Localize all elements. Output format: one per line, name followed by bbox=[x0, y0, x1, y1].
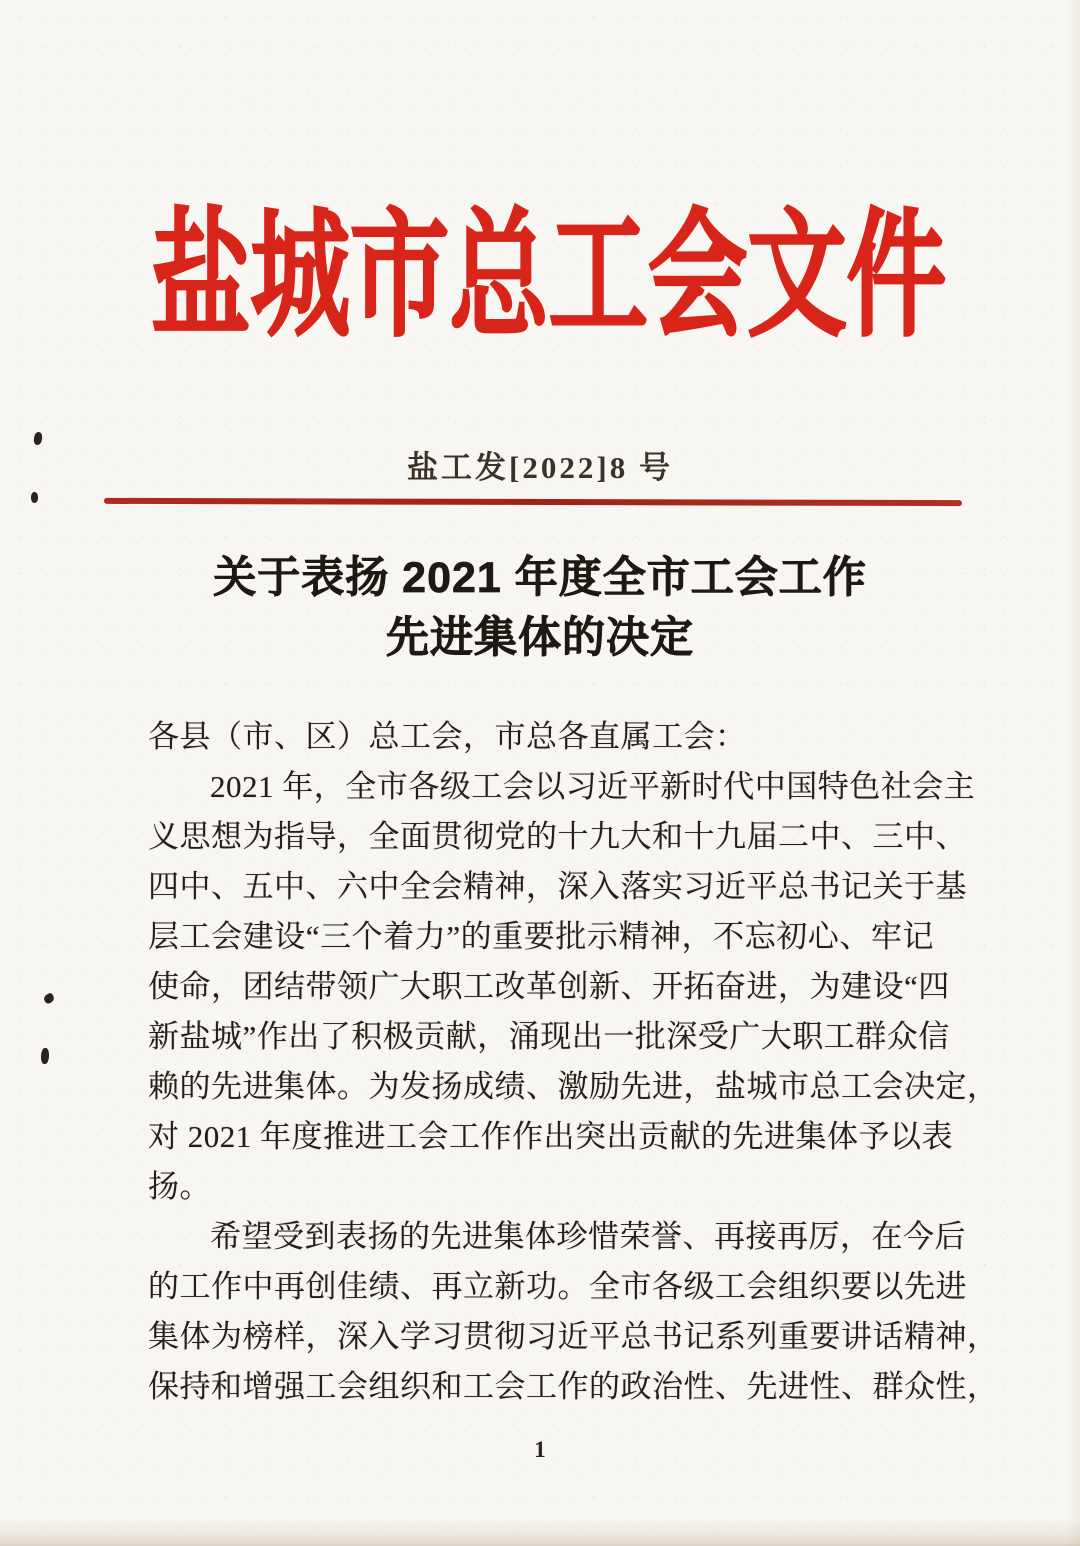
document-number: 盐工发[2022]8 号 bbox=[407, 450, 673, 485]
body-text-line: 2021 年，全市各级工会以习近平新时代中国特色社会主 bbox=[210, 769, 976, 804]
body-text-line: 集体为榜样，深入学习贯彻习近平总书记系列重要讲话精神， bbox=[148, 1319, 999, 1354]
red-divider-line bbox=[104, 498, 962, 506]
body-text-line: 新盐城”作出了积极贡献，涌现出一批深受广大职工群众信 bbox=[148, 1019, 950, 1054]
document-title-line1: 关于表扬 2021 年度全市工会工作 bbox=[213, 554, 867, 602]
body-text-line: 义思想为指导，全面贯彻党的十九大和十九届二中、三中、 bbox=[148, 819, 967, 854]
body-text-line: 四中、五中、六中全会精神，深入落实习近平总书记关于基 bbox=[148, 869, 967, 904]
body-text-line: 保持和增强工会组织和工会工作的政治性、先进性、群众性， bbox=[148, 1369, 999, 1404]
body-text-line: 对 2021 年度推进工会工作作出突出贡献的先进集体予以表 bbox=[148, 1119, 953, 1154]
staple-mark bbox=[41, 1048, 50, 1064]
body-text-line: 赖的先进集体。为发扬成绩、激励先进，盐城市总工会决定， bbox=[148, 1069, 999, 1104]
body-text-line: 的工作中再创佳绩、再立新功。全市各级工会组织要以先进 bbox=[148, 1269, 967, 1304]
document-title-line2: 先进集体的决定 bbox=[386, 614, 694, 662]
body-text-line: 扬。 bbox=[148, 1169, 211, 1204]
body-text-line: 使命，团结带领广大职工改革创新、开拓奋进，为建设“四 bbox=[148, 969, 950, 1004]
body-text-line: 希望受到表扬的先进集体珍惜荣誉、再接再厉，在今后 bbox=[210, 1219, 966, 1254]
staple-mark bbox=[31, 492, 38, 503]
document-header-org-title: 盐城市总工会文件 bbox=[151, 200, 947, 353]
document-body bbox=[148, 712, 999, 1412]
body-text-line: 层工会建设“三个着力”的重要批示精神，不忘初心、牢记 bbox=[148, 919, 934, 954]
staple-mark bbox=[42, 992, 55, 1005]
salutation-line: 各县（市、区）总工会，市总各直属工会： bbox=[148, 719, 747, 754]
page-number: 1 bbox=[534, 1437, 546, 1462]
scan-edge-shadow bbox=[1066, 0, 1080, 1546]
document-title bbox=[0, 548, 1080, 668]
